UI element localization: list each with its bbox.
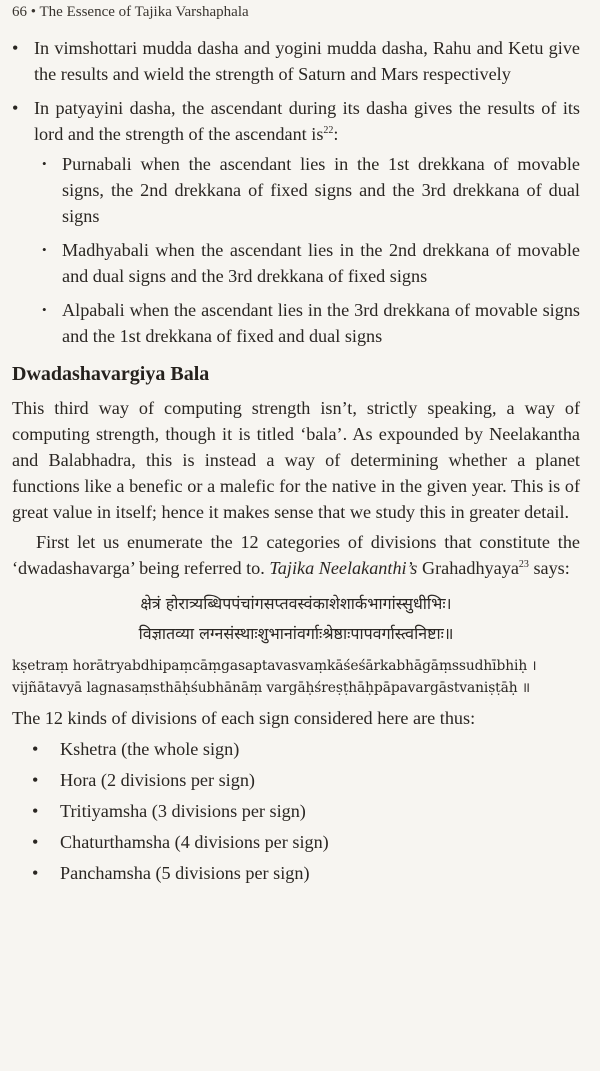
list-item [34, 237, 580, 289]
sub-bullet-icon: • [42, 302, 47, 317]
bullet-icon: • [32, 801, 39, 821]
footnote-ref: 23 [518, 558, 529, 570]
division-text: Tritiyamsha (3 divisions per sign) [60, 801, 306, 821]
list-item [12, 95, 580, 349]
running-header [12, 3, 580, 21]
list-item [12, 861, 580, 885]
list-item [12, 737, 580, 761]
paragraph-text: Grahadhyaya [417, 558, 519, 578]
paragraph-text: First let us enumerate the 12 categories of divisions that constitute the ‘dwadashavarga’ being referred to. [12, 532, 580, 578]
book-title: The Essence of Tajika Varshaphala [39, 4, 249, 20]
list-item [12, 35, 580, 87]
bullet-text: In patyayini dasha, the ascendant during its dasha gives the results of its lord and the strength of the ascendant is [34, 98, 580, 144]
translit-line: kṣetraṃ horātryabdhipaṃcāṃgasaptavasvaṃkāśeśārkabhāgāṃssudhībhiḥ । [12, 658, 537, 674]
translit-line: vijñātavyā lagnasaṃsthāḥśubhānāṃ vargāḥśreṣṭhāḥpāpavargāstvaniṣṭāḥ ॥ [12, 680, 530, 696]
sub-bullet-text: Madhyabali when the ascendant lies in the 2nd drekkana of movable and dual signs and the 3rd drekkana of fixed signs [62, 240, 580, 286]
page-number: 66 [12, 4, 27, 20]
body-paragraph: This third way of computing strength isn’t, strictly speaking, a way of computing strength, though it is titled ‘bala’. As expounded by Neelakantha and Balabhadra, this is instead a way of determining whether a planet functions like a benefic or a malefic for the native in the given year. This is of great value in itself; hence it makes sense that we study this in greater detail. [12, 398, 580, 522]
bullet-icon: • [32, 770, 39, 790]
transliteration [12, 655, 580, 699]
division-text: Kshetra (the whole sign) [60, 739, 240, 759]
list-item [34, 297, 580, 349]
work-title: Tajika Neelakanthi’s [269, 558, 418, 578]
sub-bullet-icon: • [42, 242, 47, 257]
list-item [12, 799, 580, 823]
sub-bullet-text: Purnabali when the ascendant lies in the 1st drekkana of movable signs, the 2nd drekkana of fixed signs and the 3rd drekkana of dual signs [62, 154, 580, 226]
divisions-list [12, 737, 580, 885]
division-text: Panchamsha (5 divisions per sign) [60, 863, 310, 883]
sanskrit-verse [12, 589, 580, 649]
bullet-icon: • [32, 739, 39, 759]
section-heading: Dwadashavargiya Bala [12, 363, 210, 385]
verse-line: क्षेत्रं होरात्र्यब्धिपपंचांगसप्तवस्वंकाशेशार्कभागांस्सुधीभिः। [140, 594, 452, 613]
bullet-icon: • [32, 863, 39, 883]
bullet-icon: • [12, 98, 19, 118]
sub-bullet-icon: • [42, 156, 47, 171]
bullet-icon: • [32, 832, 39, 852]
paragraph-text: says: [528, 558, 570, 578]
bullet-text-tail: : [333, 124, 339, 144]
body-paragraph [12, 529, 580, 581]
list-item [34, 151, 580, 229]
division-text: Chaturthamsha (4 divisions per sign) [60, 832, 329, 852]
top-bullet-list [12, 35, 580, 349]
body-paragraph: The 12 kinds of divisions of each sign considered here are thus: [12, 708, 476, 728]
footnote-ref: 22 [323, 124, 334, 136]
division-text: Hora (2 divisions per sign) [60, 770, 255, 790]
sub-bullet-text: Alpabali when the ascendant lies in the 3rd drekkana of movable signs and the 1st drekkana of fixed and dual signs [62, 300, 580, 346]
bullet-text: In vimshottari mudda dasha and yogini mudda dasha, Rahu and Ketu give the results and wield the strength of Saturn and Mars respectively [34, 38, 580, 84]
verse-line: विज्ञातव्या लग्नसंस्थाःशुभानांवर्गाःश्रेष्ठाःपापवर्गास्त्वनिष्टाः॥ [138, 624, 454, 643]
header-separator: • [30, 4, 37, 20]
sub-bullet-list [34, 151, 580, 349]
bullet-icon: • [12, 38, 19, 58]
list-item [12, 768, 580, 792]
list-item [12, 830, 580, 854]
